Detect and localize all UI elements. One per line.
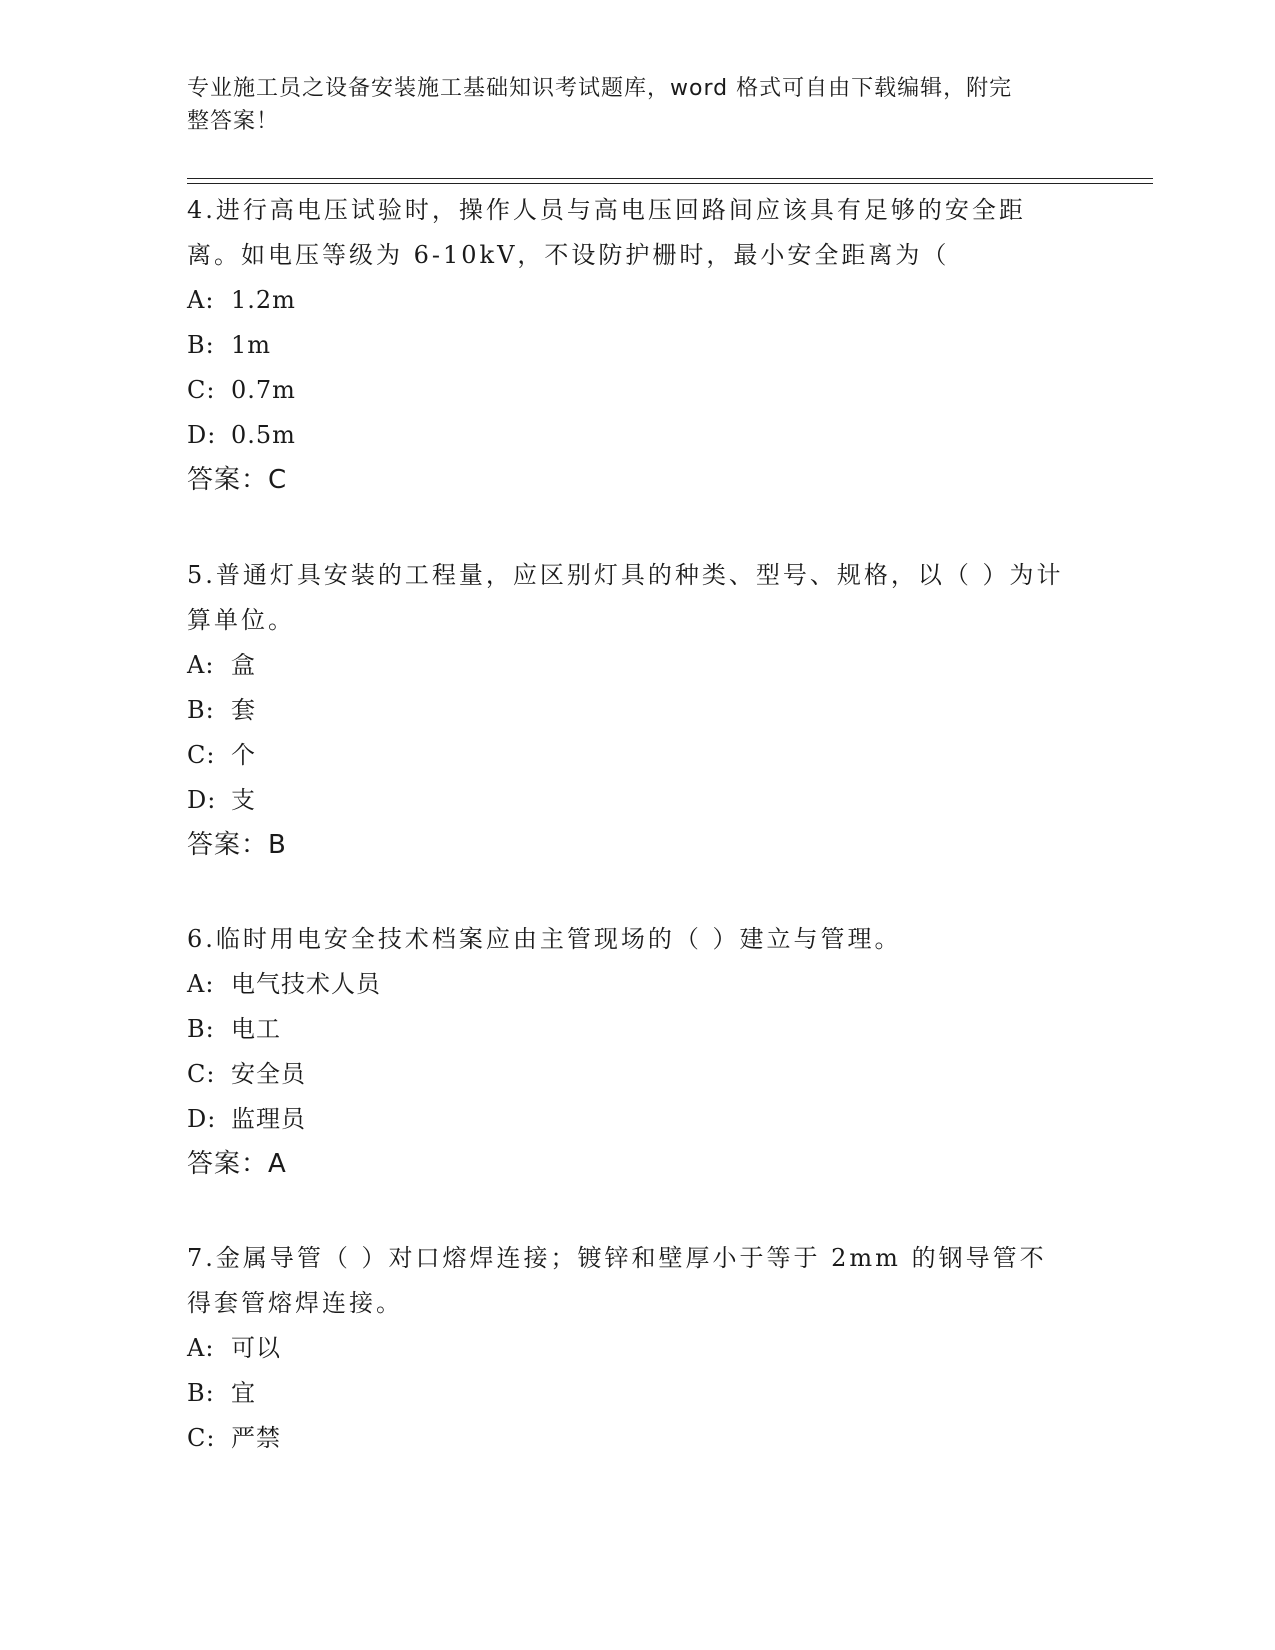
question-text: 4.进行高电压试验时，操作人员与高电压回路间应该具有足够的安全距离。如电压等级为 6-10kV，不设防护栅时，最小安全距离为（ [187, 196, 1026, 269]
header-rule-top [187, 178, 1153, 179]
option-c: C: 严禁 [187, 1424, 281, 1452]
question-7 [187, 1236, 1067, 1461]
header-line-2: 整答案！ [187, 109, 280, 134]
option-d: D: 0.5m [187, 421, 296, 449]
option-c: C: 个 [187, 741, 256, 769]
answer-line: 答案：A [187, 1149, 287, 1179]
answer-line: 答案：C [187, 465, 288, 495]
option-b: B: 宜 [187, 1379, 256, 1407]
question-4 [187, 188, 1067, 503]
option-d: D: 支 [187, 786, 256, 814]
header-rule-bottom [187, 183, 1153, 184]
question-6 [187, 917, 1067, 1187]
document-header [187, 72, 1067, 138]
header-line-1: 专业施工员之设备安装施工基础知识考试题库，word 格式可自由下载编辑，附完 [187, 76, 1013, 101]
option-a: A: 电气技术人员 [187, 970, 381, 998]
question-text: 5.普通灯具安装的工程量，应区别灯具的种类、型号、规格，以（ ）为计算单位。 [187, 561, 1064, 634]
option-d: D: 监理员 [187, 1105, 306, 1133]
option-a: A: 1.2m [187, 286, 296, 314]
answer-line: 答案：B [187, 830, 287, 860]
question-text: 6.临时用电安全技术档案应由主管现场的（ ）建立与管理。 [187, 925, 902, 953]
option-c: C: 安全员 [187, 1060, 306, 1088]
question-5 [187, 553, 1067, 868]
option-b: B: 电工 [187, 1015, 281, 1043]
question-text: 7.金属导管（ ）对口熔焊连接；镀锌和壁厚小于等于 2mm 的钢导管不得套管熔焊连接。 [187, 1244, 1047, 1317]
option-a: A: 可以 [187, 1334, 281, 1362]
option-b: B: 套 [187, 696, 256, 724]
option-c: C: 0.7m [187, 376, 296, 404]
option-a: A: 盒 [187, 651, 256, 679]
option-b: B: 1m [187, 331, 272, 359]
